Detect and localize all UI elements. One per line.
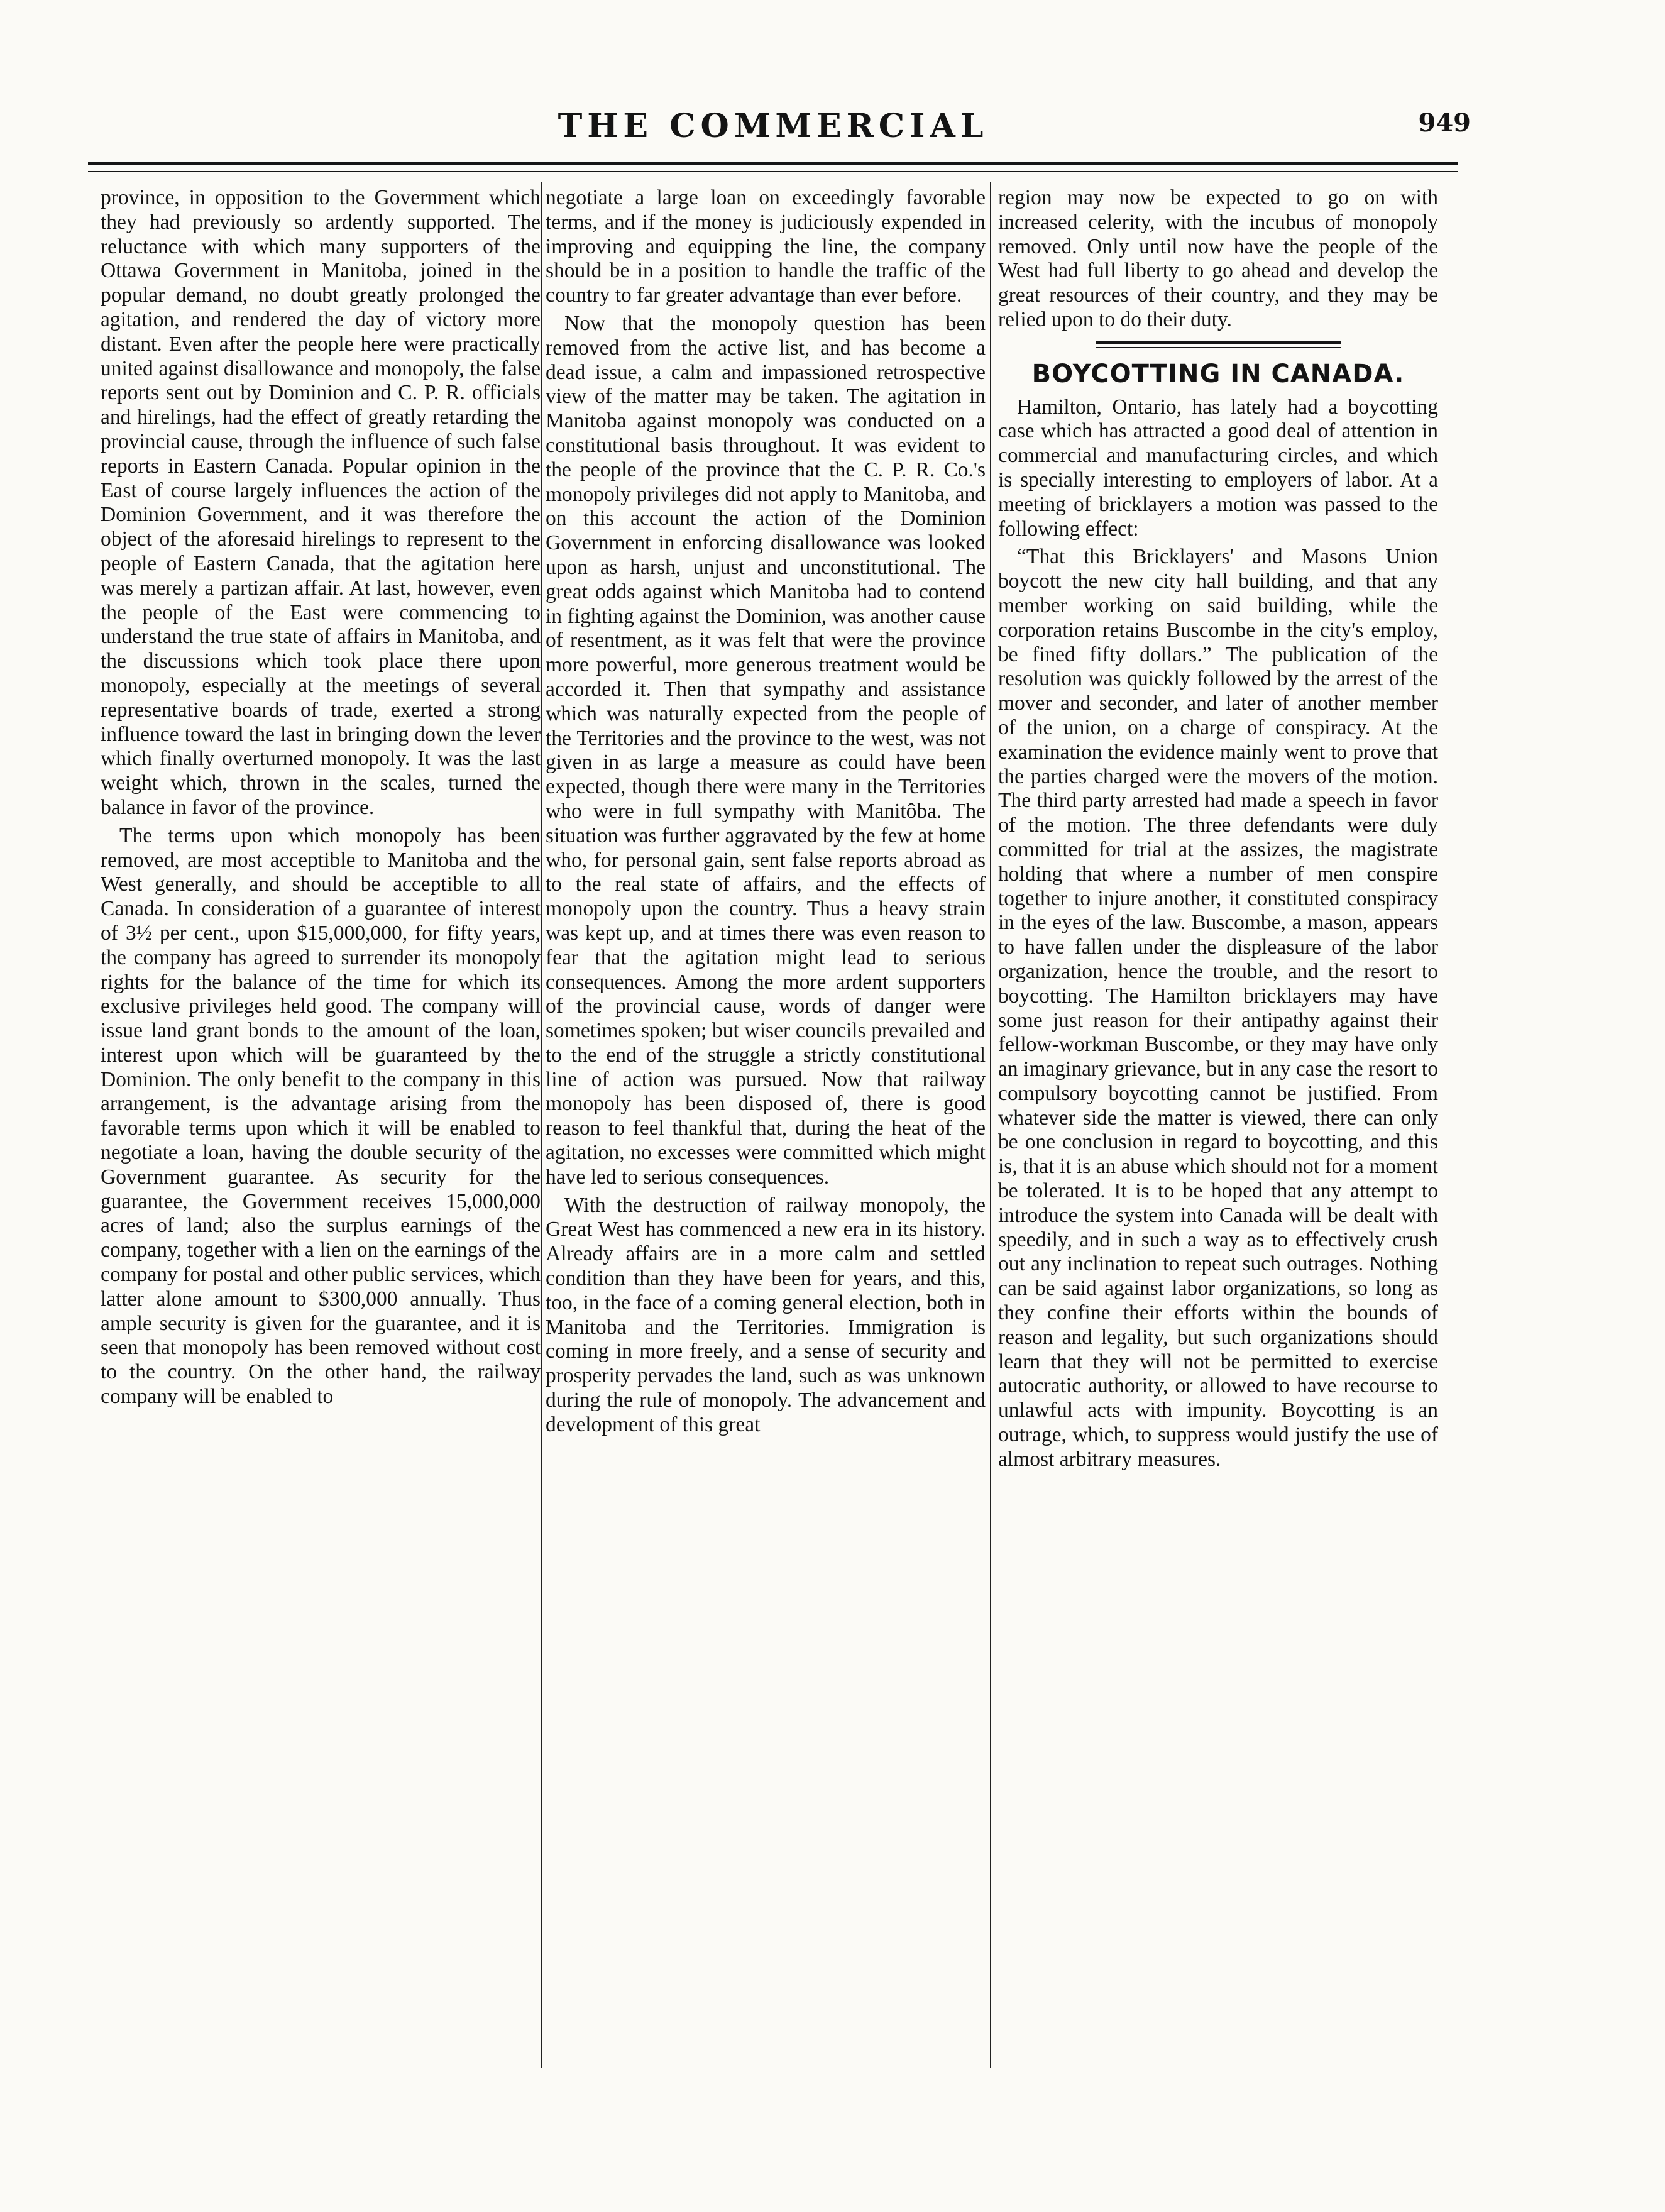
column-2-paragraph-1: negotiate a large loan on exceedingly favorable terms, and if the money is judiciously expended in improving and equipping the line, the company should be in a position to handle the traffic of the country to far greater advantage than ever before. (546, 186, 986, 307)
header-rule-thin (88, 171, 1458, 172)
column-1-paragraph-2: The terms upon which monopoly has been removed, are most acceptible to Manitoba and the West generally, and should be acceptible to all Canada. In consideration of a guarantee of interest of 3½ per cent., upon $15,000,000, for fifty years, the company has agreed to surrender its monopoly rights for the balance of the time for which its exclusive privileges held good. The company will issue land grant bonds to the amount of the loan, interest upon which will be guaranteed by the Dominion. The only benefit to the company in this arrangement, is the advantage arising from the favorable terms upon which it will be enabled to negotiate a loan, having the double security of the Government guarantee. As security for the guarantee, the Government receives 15,000,000 acres of land; also the surplus earnings of the company, together with a lien on the earnings of the company for postal and other public services, which latter alone amount to $300,000 annually. Thus ample security is given for the guarantee, and it is seen that monopoly has been removed without cost to the country. On the other hand, the railway company will be enabled to (101, 823, 541, 1409)
column-1 (101, 186, 541, 1413)
masthead-title: THE COMMERCIAL (558, 107, 989, 145)
column-3-paragraph-3: “That this Bricklayers' and Masons Union boycott the new city hall building, and that any member working on said building, while the corporation retains Buscombe in the city's employ, be fined fifty dollars.” The publication of the resolution was quickly followed by the arrest of the mover and seconder, and later of another member of the union, on a charge of conspiracy. At the examination the evidence mainly went to prove that the parties charged were the movers of the motion. The third party arrested had made a speech in favor of the motion. The three defendants were duly committed for trial at the assizes, the magistrate holding that where a number of men conspire together to injure another, it constituted conspiracy in the eyes of the law. Buscombe, a mason, appears to have fallen under the displeasure of the labor organization, hence the trouble, and the resort to boycotting. The Hamilton bricklayers may have some just reason for their antipathy against their fellow-workman Buscombe, or they may have only an imaginary grievance, but in any case the resort to compulsory boycotting cannot be justified. From whatever side the matter is viewed, there can only be one conclusion in regard to boycotting, and this is, that it is an abuse which should not for a moment be tolerated. It is to be hoped that any attempt to introduce the system into Canada will be dealt with speedily, and in such a way as to effectively crush out any inclination to repeat such outrages. Nothing can be said against labor organizations, so long as they confine their efforts within the bounds of reason and legality, but such organizations should learn that they will not be permitted to exercise autocratic authority, or allowed to have recourse to unlawful acts with impunity. Boycotting is an outrage, which, to suppress would justify the use of almost arbitrary measures. (998, 545, 1438, 1471)
column-3-paragraph-1: region may now be expected to go on with increased celerity, with the incubus of monopoly removed. Only until now have the people of the West had full liberty to go ahead and develop the great resources of their country, and they may be relied upon to do their duty. (998, 186, 1438, 331)
column-3-paragraph-2: Hamilton, Ontario, has lately had a boycotting case which has attracted a good deal of attention in commercial and manufacturing circles, and which is specially interesting to employers of labor. At a meeting of bricklayers a motion was passed to the following effect: (998, 395, 1438, 541)
column-1-paragraph-1: province, in opposition to the Government which they had previously so ardently supported. The reluctance with which many supporters of the Ottawa Government in Manitoba, joined in the popular demand, no doubt greatly prolonged the agitation, and rendered the day of victory more distant. Even after the people here were practically united against disallowance and monopoly, the false reports sent out by Dominion and C. P. R. officials and hirelings, had the effect of greatly retarding the provincial cause, through the influence of such false reports in Eastern Canada. Popular opinion in the East of course largely influences the action of the Dominion Government, and it was therefore the object of the aforesaid hirelings to represent to the people of Eastern Canada, that the agitation here was merely a partizan affair. At last, however, even the people of the East were commencing to understand the true state of affairs in Manitoba, and the discussions which took place there upon monopoly, especially at the meetings of several representative boards of trade, exerted a strong influence toward the last in bringing down the lever which finally overturned monopoly. It was the last weight which, thrown in the scales, turned the balance in favor of the province. (101, 186, 541, 819)
column-3 (998, 186, 1438, 1476)
column-2-paragraph-2: Now that the monopoly question has been removed from the active list, and has become a dead issue, a calm and impassioned retrospective view of the matter may be taken. The agitation in Manitoba against monopoly was conducted on a constitutional basis throughout. It was evident to the people of the province that the C. P. R. Co.'s monopoly privileges did not apply to Manitoba, and on this account the action of the Dominion Government in enforcing disallowance was looked upon as harsh, unjust and unconstitutional. The great odds against which Manitoba had to contend in fighting against the Dominion, was another cause of resentment, as it was felt that were the province more powerful, more generous treatment would be accorded it. Then that sympathy and assistance which was naturally expected from the people of the Territories and the province to the west, was not given in as large a measure as could have been expected, though there were many in the Territories who were in full sympathy with Manitôba. The situation was further aggravated by the few at home who, for personal gain, sent false reports abroad as to the real state of affairs, and the effects of monopoly upon the country. Thus a heavy strain was kept up, and at times there was even reason to fear that the agitation might lead to serious consequences. Among the more ardent supporters of the provincial cause, words of danger were sometimes spoken; but wiser councils prevailed and to the end of the struggle a strictly constitutional line of action was pursued. Now that railway monopoly has been disposed of, there is good reason to feel thankful that, during the heat of the agitation, no excesses were committed which might have led to serious consequences. (546, 311, 986, 1189)
column-2 (546, 186, 986, 1441)
article-heading: BOYCOTTING IN CANADA. (1031, 359, 1405, 388)
page-number: 949 (1418, 108, 1471, 138)
header-rule-thick (88, 162, 1458, 165)
column-2-paragraph-3: With the destruction of railway monopoly, the Great West has commenced a new era in its history. Already affairs are in a more calm and settled condition than they have been for years, and this, too, in the face of a coming general election, both in Manitoba and the Territories. Immigration is coming in more freely, and a sense of security and prosperity pervades the land, such as was unknown during the rule of monopoly. The advancement and development of this great (546, 1193, 986, 1436)
page-header (88, 107, 1471, 157)
section-divider (1096, 341, 1341, 348)
column-divider-2 (990, 182, 991, 2068)
column-divider-1 (541, 182, 542, 2068)
